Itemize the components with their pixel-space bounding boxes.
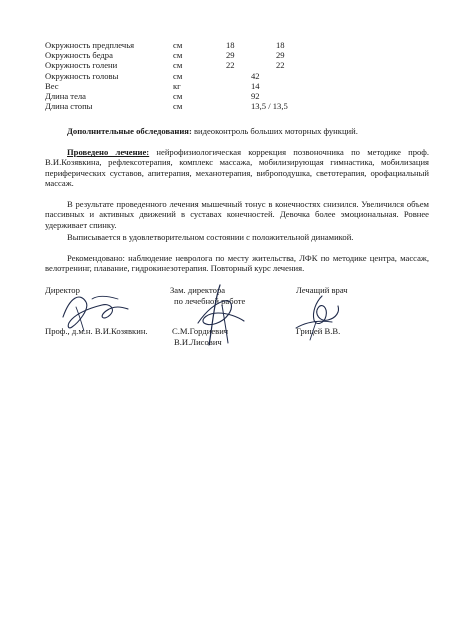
measurement-value: 14 — [251, 80, 260, 91]
measurement-label: Длина тела — [45, 90, 86, 101]
deputy-title-line1: Зам. директора — [170, 285, 226, 295]
treatment-heading: Проведено лечение: — [67, 147, 150, 157]
measurement-value: 92 — [251, 90, 260, 101]
measurement-label: Окружность голени — [45, 60, 118, 71]
discharge-status-paragraph — [45, 232, 429, 242]
doctor-signature-image — [292, 292, 347, 342]
recommendation-text: Рекомендовано: наблюдение невролога по месту жительства, ЛФК по методике центра, массаж, велотренинг, плавание, гидрокинезотерапия. Повторный курс лечения. — [45, 253, 429, 274]
measurement-value: 42 — [251, 70, 260, 81]
doctor-name: Грицей В.В. — [296, 326, 341, 336]
treatment-paragraph — [45, 147, 429, 189]
director-title: Директор — [45, 285, 80, 295]
measurement-unit: см — [173, 101, 183, 112]
measurement-unit: см — [173, 70, 183, 81]
measurement-label: Длина стопы — [45, 101, 93, 112]
measurement-unit: см — [173, 90, 183, 101]
director-signature-image — [58, 287, 133, 332]
deputy-signature-image — [190, 283, 250, 348]
measurement-value-left: 18 — [226, 40, 235, 50]
measurement-value-right: 18 — [276, 40, 285, 50]
measurement-label: Окружность головы — [45, 70, 119, 81]
result-paragraph — [45, 199, 429, 230]
discharge-status-text: Выписывается в удовлетворительном состоянии с положительной динамикой. — [67, 232, 354, 242]
measurement-unit: см — [173, 60, 183, 71]
measurement-unit: кг — [173, 80, 181, 91]
measurement-value-left: 22 — [226, 60, 235, 71]
additional-exams-paragraph — [45, 126, 429, 136]
additional-exams-text: видеоконтроль больших моторных функций. — [191, 126, 358, 136]
deputy-name-1: С.М.Гордиевич — [172, 326, 229, 336]
measurement-value-right: 22 — [276, 60, 285, 71]
deputy-title-line2: по лечебной работе — [174, 296, 246, 306]
measurement-value-right: 29 — [276, 50, 285, 61]
treatment-text: нейрофизиологическая коррекция позвоночника по методике проф. В.И.Козявкина, рефлексотерапия, комплекс массажа, мобилизирующая гимнастика, мобилизация периферических суставов, апитерапия, механотерапия, виброподушка, светотерапия, орофациальный массаж. — [45, 147, 430, 189]
deputy-name-2: В.И.Лисович — [174, 337, 222, 347]
result-text: В результате проведенного лечения мышечный тонус в конечностях снизился. Увеличился объем пассивных и активных движений в суставах конечностей. Девочка более эмоциональная. Ровнее удерживает спинку. — [45, 199, 429, 230]
measurement-label: Окружность бедра — [45, 50, 113, 61]
measurement-value: 13,5 / 13,5 — [251, 101, 288, 112]
recommendation-paragraph — [45, 253, 429, 274]
doctor-title: Лечащий врач — [296, 285, 348, 295]
director-name: Проф., д.м.н. В.И.Козявкин. — [45, 326, 148, 336]
measurement-unit: см — [173, 40, 183, 50]
measurement-label: Вес — [45, 80, 59, 91]
measurement-label: Окружность предплечья — [45, 40, 135, 50]
measurement-value-left: 29 — [226, 50, 235, 61]
additional-exams-heading: Дополнительные обследования: — [67, 126, 192, 136]
measurement-unit: см — [173, 50, 183, 61]
